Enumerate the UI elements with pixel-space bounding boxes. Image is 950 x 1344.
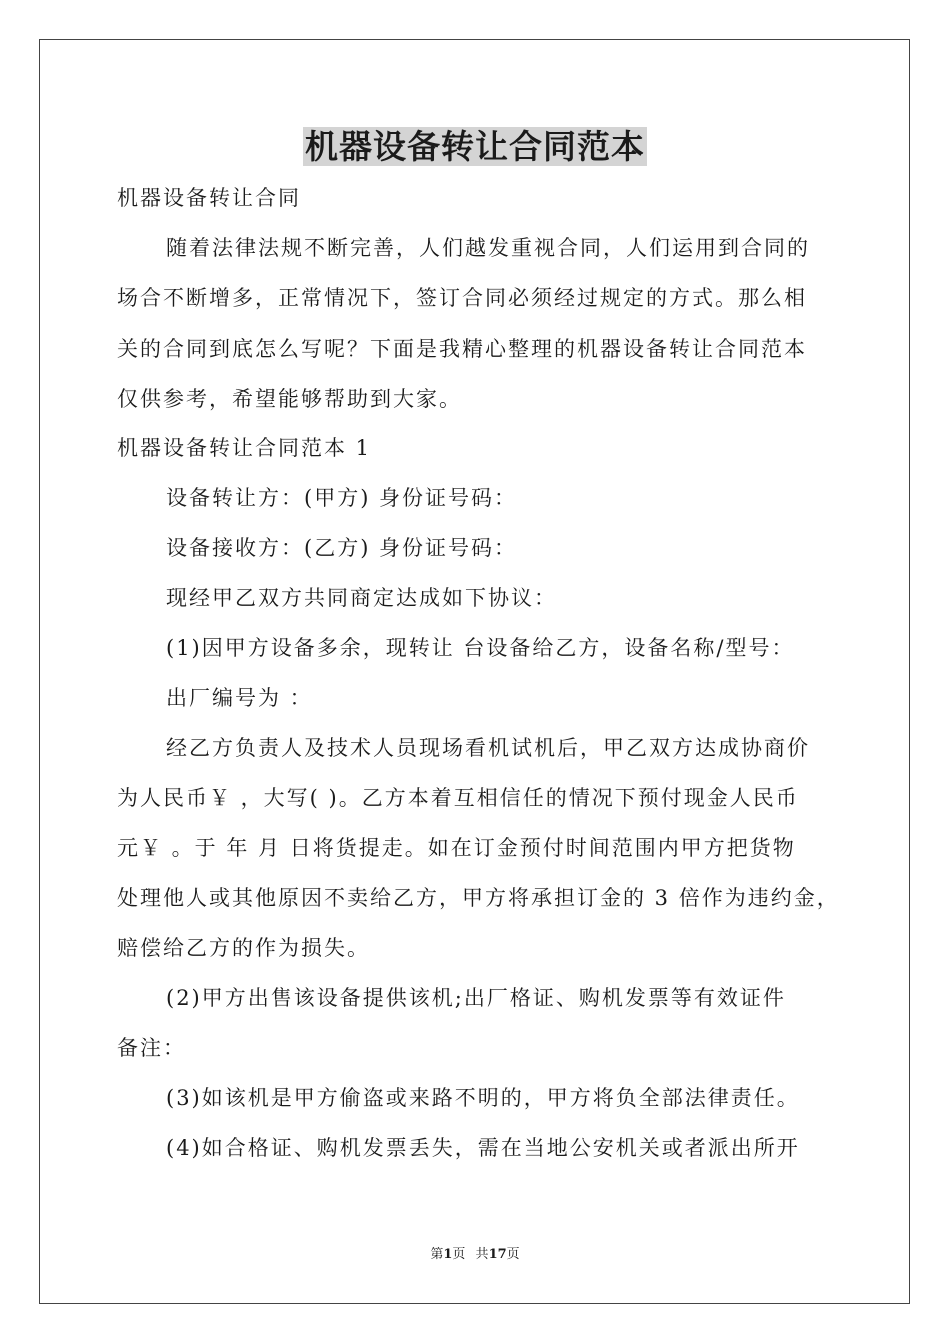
price-paragraph-line-5: 赔偿给乙方的作为损失。 (117, 936, 370, 960)
document-title (0, 122, 950, 172)
footer-total-pages: 17 (488, 1247, 507, 1262)
footer-page-number: 1 (443, 1247, 453, 1262)
intro-paragraph-line-3: 关的合同到底怎么写呢？下面是我精心整理的机器设备转让合同范本 (117, 337, 807, 361)
receiver-line: 设备接收方：(乙方) 身份证号码： (166, 536, 518, 560)
price-paragraph-line-4: 处理他人或其他原因不卖给乙方，甲方将承担订金的 3 倍作为违约金， (117, 886, 840, 910)
page-footer (0, 1246, 950, 1264)
price-paragraph-line-1: 经乙方负责人及技术人员现场看机试机后，甲乙双方达成协商价 (166, 736, 810, 760)
clause-1-line: (1)因甲方设备多余，现转让 台设备给乙方，设备名称/型号： (166, 636, 795, 660)
document-title-text: 机器设备转让合同范本 (305, 127, 645, 166)
intro-paragraph-line-2: 场合不断增多，正常情况下，签订合同必须经过规定的方式。那么相 (117, 286, 807, 310)
intro-paragraph-line-1: 随着法律法规不断完善，人们越发重视合同，人们运用到合同的 (166, 236, 810, 260)
footer-total-prefix: 共 (475, 1247, 489, 1262)
clause-3-line: (3)如该机是甲方偷盗或来路不明的，甲方将负全部法律责任。 (166, 1086, 800, 1110)
clause-4-line: (4)如合格证、购机发票丢失，需在当地公安机关或者派出所开 (166, 1136, 800, 1160)
intro-paragraph-line-4: 仅供参考，希望能够帮助到大家。 (117, 387, 462, 411)
agreement-intro-line: 现经甲乙双方共同商定达成如下协议： (166, 586, 557, 610)
section-heading: 机器设备转让合同范本 1 (117, 436, 372, 460)
footer-page-suffix: 页 (452, 1247, 466, 1262)
price-paragraph-line-2: 为人民币￥ ，大写( )。乙方本着互相信任的情况下预付现金人民币 (117, 786, 799, 810)
page-border (39, 39, 910, 1304)
contract-subtitle: 机器设备转让合同 (117, 186, 301, 210)
serial-number-line: 出厂编号为 ： (166, 686, 313, 710)
price-paragraph-line-3: 元￥ 。于 年 月 日将货提走。如在订金预付时间范围内甲方把货物 (117, 836, 796, 860)
clause-2-line: (2)甲方出售该设备提供该机;出厂格证、购机发票等有效证件 (166, 986, 786, 1010)
footer-total-suffix: 页 (506, 1247, 520, 1262)
remarks-line: 备注： (117, 1036, 186, 1060)
transferor-line: 设备转让方：(甲方) 身份证号码： (166, 486, 518, 510)
footer-page-prefix: 第 (430, 1247, 444, 1262)
